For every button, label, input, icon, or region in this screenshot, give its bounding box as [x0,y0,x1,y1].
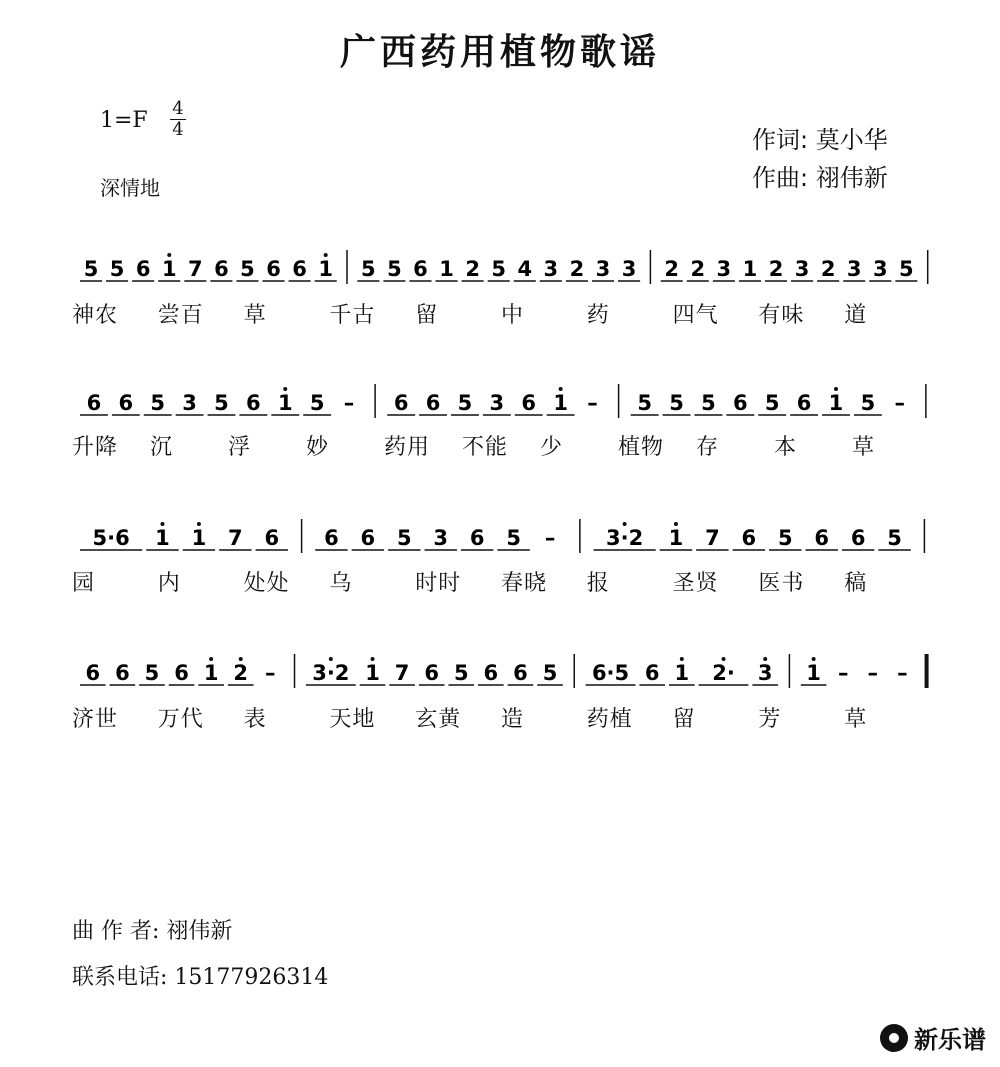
lyric-word: 乌 [329,571,353,596]
lyric-word: 报 [586,571,610,596]
note: 5·6 [92,526,130,550]
note: 3 [433,526,449,550]
note: 6 [135,257,151,281]
lyric-word: 不能 [462,435,509,460]
note: 6 [292,257,307,281]
note: 5 [150,391,166,415]
note: – [587,391,598,415]
note: 3 [182,391,197,415]
note: 5 [144,661,160,685]
note: 1 [553,391,568,415]
lyric-word: 医书 [758,571,805,596]
lyric-word: 千古 [329,303,376,328]
octave-dot [834,387,838,391]
note: 7 [394,661,410,685]
lyric-word: 本 [774,435,798,460]
note: 3 [716,257,732,281]
note: 5 [764,391,780,415]
note: 2 [768,257,784,281]
note: 6 [733,391,748,415]
note: 6·5 [591,661,630,685]
lyric-word: 神农 [72,303,119,328]
octave-dot [239,657,243,661]
lyric-word: 时时 [415,571,462,596]
note: 6 [246,391,261,415]
note: 5 [777,526,793,550]
octave-dot [559,387,563,391]
note: 1 [191,526,207,550]
note: 5 [860,391,876,415]
note: 5 [387,257,402,281]
octave-dot [324,253,328,257]
note: 6 [118,391,134,415]
note: 1 [203,661,219,685]
lyric-word: 药用 [384,435,431,460]
lyric-word: 有味 [758,303,805,328]
note: 5 [214,391,229,415]
octave-dot [812,657,816,661]
note: 5 [83,257,99,281]
octave-dot [160,522,164,526]
note: 3 [846,257,862,281]
lyricist-credit: 作词: 莫小华 [752,126,888,154]
note: 5 [491,257,507,281]
lyric-word: 药植 [586,707,633,732]
note: 5 [701,391,716,415]
lyric-word: 存 [696,435,720,460]
note: 5 [637,391,652,415]
note: – [894,391,906,415]
lyric-word: 草 [243,303,267,328]
note: 6 [85,661,101,685]
octave-dot [763,657,767,661]
lyric-word: 玄黄 [415,707,462,732]
page-title: 广西药用植物歌谣 [339,32,660,73]
note: 5 [887,526,902,550]
note: 2 [820,257,836,281]
note: 1 [318,257,333,281]
note: 3 [621,257,637,281]
note: 6 [266,257,281,281]
tempo-marking: 深情地 [100,176,160,200]
note: 3 [543,257,559,281]
note: 6 [413,257,428,281]
lyric-word: 道 [844,303,868,328]
note: 7 [188,257,203,281]
lyric-word: 少 [540,435,564,460]
note: 1 [668,526,684,550]
octave-dot [283,387,287,391]
octave-dot [197,522,201,526]
note: 6 [469,526,485,550]
note: 1 [806,661,821,685]
note: 2 [664,257,680,281]
note: 5 [309,391,325,415]
lyric-word: 稿 [844,571,868,596]
note: 5 [240,257,255,281]
note: 5 [899,257,914,281]
lyric-word: 天地 [329,707,376,732]
note: 3 [489,391,505,415]
note: 5 [542,661,558,685]
note: 3 [757,661,773,685]
note: 3·2 [606,526,644,550]
note: 3·2 [312,661,350,685]
note: 2 [233,661,249,685]
lyric-word: 留 [415,303,439,328]
note: 3 [872,257,888,281]
note: – [343,391,355,415]
lyric-word: 中 [501,303,525,328]
note: 6 [174,661,189,685]
lyric-word: 济世 [72,707,119,732]
note: 6 [644,661,660,685]
lyric-word: 处处 [243,571,290,596]
note: 1 [155,526,170,550]
note: – [897,661,908,685]
note: – [544,526,556,550]
key-signature: 1=F [100,108,148,133]
time-signature-top: 4 [172,98,184,119]
octave-dot [722,657,726,661]
note: 6 [741,526,757,550]
footer-phone: 联系电话: 15177926314 [72,965,329,990]
octave-dot [167,253,171,257]
note: 6 [424,661,440,685]
note: 2· [712,661,735,685]
note: 6 [214,257,229,281]
note: 5 [453,661,469,685]
note: 5 [361,257,376,281]
note: 6 [393,391,409,415]
lyric-word: 园 [72,571,96,596]
note: 5 [457,391,473,415]
note: – [837,661,849,685]
note: 1 [277,391,293,415]
octave-dot [209,657,213,661]
note: 3 [794,257,810,281]
note: 6 [850,526,866,550]
note: 2 [690,257,706,281]
lyric-word: 草 [852,435,876,460]
note: 6 [796,391,812,415]
note: 6 [425,391,441,415]
footer-composer: 曲 作 者: 祤伟新 [72,919,233,944]
note: 6 [324,526,339,550]
note: 6 [814,526,830,550]
note: 5 [506,526,521,550]
lyric-word: 沉 [150,435,174,460]
note: 6 [483,661,499,685]
note: 6 [264,526,280,550]
octave-dot [680,657,684,661]
note: 1 [828,391,844,415]
note: 7 [705,526,720,550]
note: 7 [228,526,243,550]
lyric-word: 春晓 [501,571,548,596]
note: 1 [439,257,454,281]
octave-dot [371,657,375,661]
lyric-word: 尝百 [157,303,204,328]
octave-dot [674,522,678,526]
note: 2 [465,257,480,281]
note: 6 [360,526,376,550]
note: 6 [513,661,528,685]
octave-dot [623,522,627,526]
lyric-word: 草 [844,707,868,732]
watermark-logo [880,1020,986,1055]
record-icon [880,1024,908,1052]
lyric-word: 造 [501,707,525,732]
lyric-word: 表 [243,707,267,732]
note: 5 [109,257,125,281]
note: – [867,661,879,685]
lyric-word: 芳 [758,707,782,732]
note: 1 [742,257,758,281]
note: 3 [595,257,611,281]
note: 6 [521,391,537,415]
lyric-word: 浮 [228,435,252,460]
note: 1 [365,661,380,685]
lyric-word: 升降 [72,435,119,460]
time-signature-bottom: 4 [172,119,184,140]
note: 6 [115,661,130,685]
lyric-word: 万代 [157,707,204,732]
lyric-word: 留 [672,707,696,732]
note: 4 [517,257,533,281]
note: 6 [86,391,102,415]
note: – [265,661,276,685]
note: 2 [569,257,585,281]
note: 5 [669,391,684,415]
watermark-text: 新乐谱 [914,1026,986,1054]
composer-credit: 作曲: 祤伟新 [752,164,888,192]
note: 1 [161,257,177,281]
note: 5 [396,526,412,550]
lyric-word: 妙 [306,435,330,460]
lyric-word: 植物 [618,435,665,460]
lyric-word: 内 [157,571,181,596]
lyric-word: 药 [586,303,610,328]
octave-dot [329,657,333,661]
lyric-word: 圣贤 [672,571,719,596]
lyric-word: 四气 [672,303,719,328]
note: 1 [674,661,690,685]
